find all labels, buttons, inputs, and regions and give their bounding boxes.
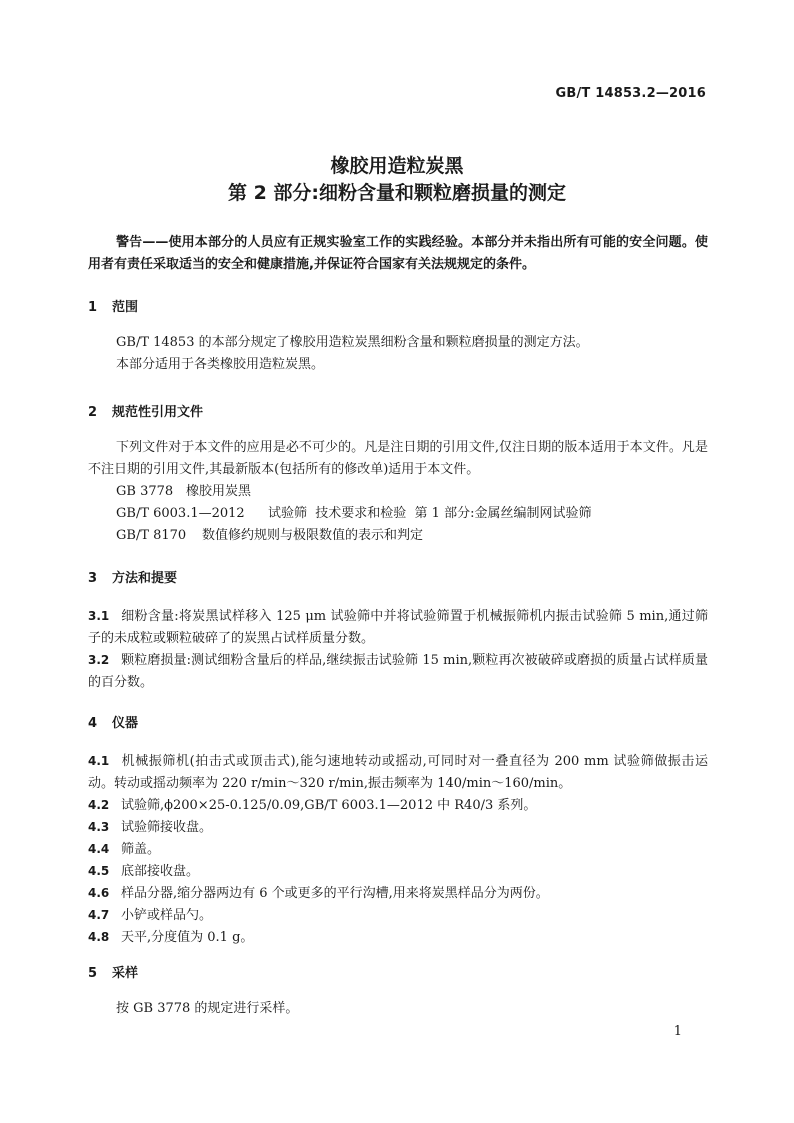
document-subtitle: 第 2 部分:细粉含量和颗粒磨损量的测定 <box>227 182 567 204</box>
clause-text: 筛盖。 <box>121 842 161 857</box>
section-1-paragraph-2: 本部分适用于各类橡胶用造粒炭黑。 <box>116 357 325 372</box>
clause-number: 4.7 <box>88 908 110 922</box>
clause-number: 4.3 <box>88 820 110 834</box>
clause-item <box>88 926 708 949</box>
section-1-heading <box>88 296 138 315</box>
clause-text: 天平,分度值为 0.1 g。 <box>121 930 254 945</box>
section-number: 3 <box>88 571 98 586</box>
reference-item <box>116 525 423 547</box>
section-2-paragraph-1: 下列文件对于本文件的应用是必不可少的。凡是注日期的引用文件,仅注日期的版本适用于本文件。凡是不注日期的引用文件,其最新版本(包括所有的修改单)适用于本文件。 <box>88 440 708 477</box>
document-title: 橡胶用造粒炭黑 <box>330 155 464 177</box>
section-title: 采样 <box>112 966 139 981</box>
clause-item <box>88 649 708 694</box>
clause-text: 颗粒磨损量:测试细粉含量后的样品,继续振击试验筛 15 min,颗粒再次被破碎或磨损的质量占试样质量的百分数。 <box>88 653 708 690</box>
section-title: 仪器 <box>112 716 139 731</box>
reference-title: 试验筛 技术要求和检验 第 1 部分:金属丝编制网试验筛 <box>268 506 592 521</box>
standard-code: GB/T 14853.2—2016 <box>555 86 706 101</box>
clause-item <box>88 605 708 650</box>
clause-text: 细粉含量:将炭黑试样移入 125 μm 试验筛中并将试验筛置于机械振筛机内振击试验筛 5 min,通过筛子的未成粒或颗粒破碎了的炭黑占试样质量分数。 <box>88 609 708 646</box>
clause-item <box>88 860 708 883</box>
section-title: 规范性引用文件 <box>112 405 204 420</box>
clause-text: 机械振筛机(拍击式或顶击式),能匀速地转动或摇动,可同时对一叠直径为 200 mm 试验筛做振击运动。转动或摇动频率为 220 r/min～320 r/min,振击频率为 140/min～160/min。 <box>88 754 708 791</box>
clause-text: 底部接收盘。 <box>121 864 200 879</box>
section-3-heading <box>88 567 177 586</box>
clause-text: 样品分器,缩分器两边有 6 个或更多的平行沟槽,用来将炭黑样品分为两份。 <box>121 886 549 901</box>
clause-item <box>88 816 708 839</box>
clause-text: 小铲或样品勺。 <box>121 908 213 923</box>
reference-code: GB/T 8170 <box>116 528 187 543</box>
warning-paragraph: 警告——使用本部分的人员应有正规实验室工作的实践经验。本部分并未指出所有可能的安全问题。使用者有责任采取适当的安全和健康措施,并保证符合国家有关法规规定的条件。 <box>88 235 708 272</box>
section-5-paragraph-1: 按 GB 3778 的规定进行采样。 <box>116 1001 299 1016</box>
clause-number: 4.5 <box>88 864 110 878</box>
reference-item <box>116 503 591 525</box>
clause-number: 4.1 <box>88 754 110 768</box>
section-5-heading <box>88 962 138 981</box>
section-number: 2 <box>88 405 98 420</box>
section-number: 1 <box>88 300 98 315</box>
section-title: 方法和提要 <box>112 571 178 586</box>
page-number: 1 <box>673 1024 682 1039</box>
section-number: 5 <box>88 966 98 981</box>
clause-item <box>88 904 708 927</box>
clause-text: 试验筛,ϕ200×25-0.125/0.09,GB/T 6003.1—2012 中 R40/3 系列。 <box>121 798 537 813</box>
section-number: 4 <box>88 716 98 731</box>
clause-item <box>88 838 708 861</box>
clause-number: 4.8 <box>88 930 110 944</box>
section-1-paragraph-1: GB/T 14853 的本部分规定了橡胶用造粒炭黑细粉含量和颗粒磨损量的测定方法。 <box>116 335 589 350</box>
reference-code: GB 3778 <box>116 484 174 499</box>
clause-item <box>88 794 708 817</box>
clause-number: 4.6 <box>88 886 110 900</box>
clause-number: 4.4 <box>88 842 110 856</box>
clause-number: 4.2 <box>88 798 110 812</box>
section-2-heading <box>88 401 203 420</box>
reference-item <box>116 481 251 503</box>
clause-text: 试验筛接收盘。 <box>121 820 213 835</box>
section-4-heading <box>88 712 138 731</box>
clause-item <box>88 882 708 905</box>
reference-title: 橡胶用炭黑 <box>186 484 252 499</box>
reference-title: 数值修约规则与极限数值的表示和判定 <box>202 528 424 543</box>
clause-number: 3.1 <box>88 609 110 623</box>
clause-item <box>88 750 708 795</box>
section-title: 范围 <box>112 300 139 315</box>
clause-number: 3.2 <box>88 653 110 667</box>
reference-code: GB/T 6003.1—2012 <box>116 506 245 521</box>
